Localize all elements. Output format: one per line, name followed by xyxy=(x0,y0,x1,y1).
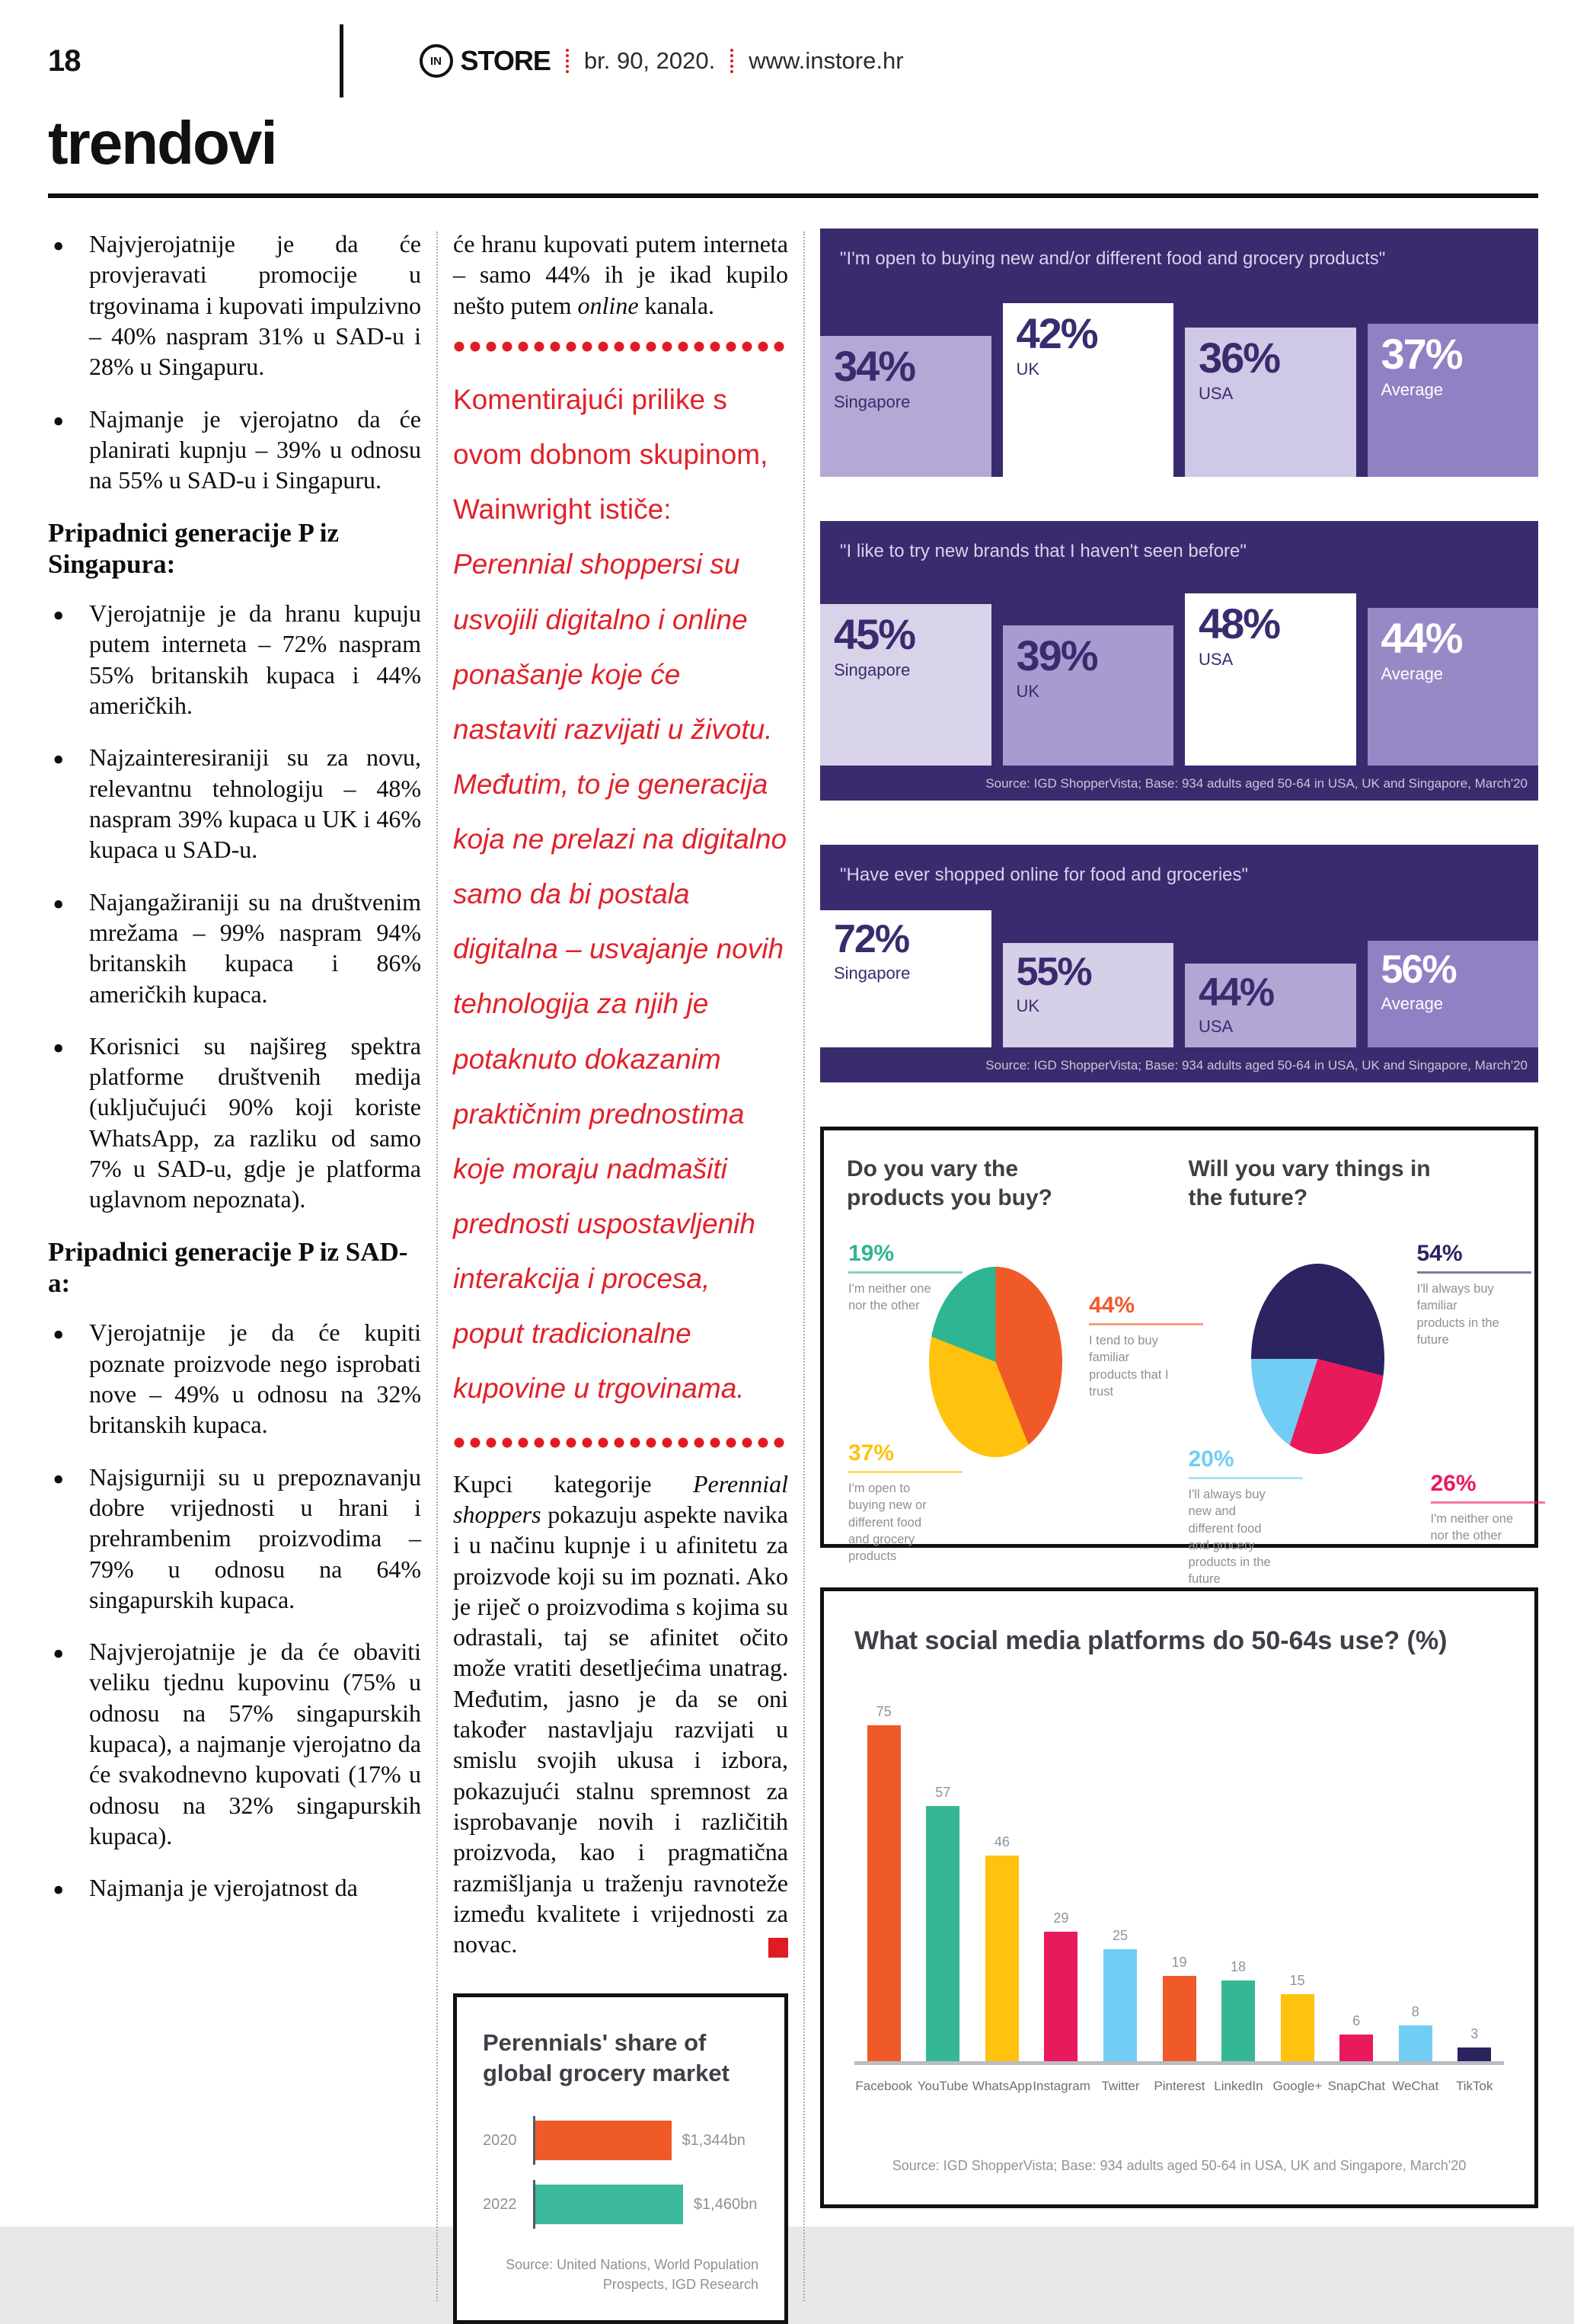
chart-title: Will you vary things in the future? xyxy=(1188,1156,1431,1210)
left-column xyxy=(48,229,421,2324)
bar xyxy=(1399,2025,1432,2061)
slice-percent: 26% xyxy=(1430,1471,1477,1496)
bar-row-2022 xyxy=(483,2180,758,2229)
instore-logo xyxy=(420,44,551,78)
bar-column-Singapore xyxy=(820,903,991,1047)
bar-percent: 56% xyxy=(1381,948,1456,992)
bar xyxy=(1163,1976,1196,2061)
bar xyxy=(1368,941,1539,1047)
bar-percent: 48% xyxy=(1199,599,1280,647)
bar xyxy=(985,1856,1019,2061)
bar-label xyxy=(1016,308,1097,379)
year-label: 2022 xyxy=(483,2195,517,2213)
bar-column-Average xyxy=(1368,286,1539,477)
bar-column-USA xyxy=(1185,286,1356,477)
category-label: Google+ xyxy=(1272,2079,1323,2093)
bullet-item: • Najvjerojatnije je da će obaviti veliku tjednu kupovinu (75% u odnosu na 57% singapurskih kupaca), a najmanje vjerojatno da će svakodnevno kupovati (17% u odnosu na 32% singapurskih kupaca). xyxy=(48,1636,421,1851)
red-dotted-rule xyxy=(453,340,788,353)
bar-column-Google+ xyxy=(1268,1703,1327,2061)
pie-chart xyxy=(1251,1264,1384,1454)
bar-column-UK xyxy=(1003,579,1174,766)
subheading: Pripadnici generacije P iz SAD-a: xyxy=(48,1236,408,1299)
bar-column-UK xyxy=(1003,286,1174,477)
bar-wrap xyxy=(535,2121,758,2160)
pie-figure xyxy=(1188,1220,1517,1587)
bar-label xyxy=(1016,949,1091,1015)
leader-line xyxy=(848,1271,963,1274)
bar-percent: 39% xyxy=(1016,631,1097,680)
masthead-divider xyxy=(340,24,343,97)
body-text-italic: Perennial shoppers xyxy=(453,1469,788,1528)
bar-label xyxy=(1381,613,1462,683)
category-label: WeChat xyxy=(1392,2079,1439,2093)
slice-label: I'll always buy familiar products in the future xyxy=(1416,1282,1499,1347)
chart-bars xyxy=(820,903,1538,1047)
bar xyxy=(926,1806,959,2061)
bar-value: 19 xyxy=(1171,1955,1187,1971)
bar-percent: 37% xyxy=(1381,329,1462,378)
bar-value: 57 xyxy=(935,1785,951,1801)
bar-column-USA xyxy=(1185,903,1356,1047)
pie-slice-callout xyxy=(848,1242,963,1315)
bar-column-USA xyxy=(1185,579,1356,766)
bar-country: USA xyxy=(1199,384,1234,404)
bar-value: 75 xyxy=(876,1704,892,1720)
bar-label xyxy=(834,342,915,412)
store-logotype: STORE xyxy=(460,45,551,76)
bar-value: 25 xyxy=(1112,1928,1128,1944)
bullet-item: • Najvjerojatnije je da će provjeravati promocije u trgovinama i kupovati impulzivno – 40% naspram 31% u SAD-u i 28% u Singapuru. xyxy=(48,229,421,382)
chart-bars xyxy=(483,2116,758,2229)
article-end-square-icon xyxy=(768,1938,788,1958)
section-title: trendovi xyxy=(48,109,276,177)
chart-source: Source: United Nations, World Population Prospects, IGD Research xyxy=(506,2257,758,2293)
body-text: kanala. xyxy=(638,291,715,319)
bar xyxy=(820,336,991,477)
leader-line xyxy=(1189,1477,1303,1479)
bar xyxy=(1003,625,1174,766)
bullet-item: • Vjerojatnije je da će kupiti poznate proizvode nego isprobati nove – 49% u odnosu na 32% britanskih kupaca. xyxy=(48,1317,421,1440)
bar-label xyxy=(1199,599,1280,669)
red-dotted-separator-icon xyxy=(566,49,569,73)
bar-country: Average xyxy=(1381,994,1444,1013)
shopped-online-chart xyxy=(820,845,1538,1082)
bar xyxy=(1457,2047,1491,2061)
bullet-item: • Najzainteresiraniji su za novu, relevantnu tehnologiju – 48% naspram 39% kupaca u UK i 46% kupaca u SAD-u. xyxy=(48,742,421,865)
bar-column-Instagram xyxy=(1032,1703,1091,2061)
bar-percent: 44% xyxy=(1381,613,1462,662)
column-divider xyxy=(436,232,438,2301)
bar-column-WeChat xyxy=(1386,1703,1445,2061)
vary-products-pie-box xyxy=(820,1127,1538,1587)
chart-bars xyxy=(820,579,1538,766)
bar-value: 8 xyxy=(1411,2004,1419,2019)
leader-line xyxy=(1417,1271,1531,1274)
subheading: Pripadnici generacije P iz Singapura: xyxy=(48,517,339,579)
page-number: 18 xyxy=(48,43,81,78)
bar-percent: 34% xyxy=(834,342,915,391)
chart-title: "I like to try new brands that I haven't seen before" xyxy=(840,541,1247,561)
category-label: WhatsApp xyxy=(972,2079,1033,2093)
pie-slice-callout xyxy=(1189,1448,1303,1588)
chart-title: Do you vary the products you buy? xyxy=(847,1156,1052,1210)
bar-label xyxy=(1016,631,1097,702)
body-text: Kupci kategorije xyxy=(453,1469,693,1498)
pie-slice-callout xyxy=(848,1442,963,1565)
website-url: www.instore.hr xyxy=(749,47,904,74)
chart-bars xyxy=(854,1703,1504,2065)
quote-italic: Perennial shoppersi su usvojili digitalno i online ponašanje koje će nastaviti razvijati u životu. Međutim, to je generacija koja ne prelazi na digitalno samo da bi postala digitalna – usvajanje novih tehnologija za njih je potaknuto dokazanim praktičnim prednostima koje moraju nadmašiti prednosti uspostavljenih interakcija i procesa, poput tradicionalne kupovine u trgovinama. xyxy=(453,548,787,1405)
middle-column xyxy=(453,229,788,2324)
bar-value: 46 xyxy=(994,1833,1010,1849)
slice-percent: 54% xyxy=(1416,1241,1463,1266)
bar-column-Facebook xyxy=(854,1703,914,2061)
bar-percent: 55% xyxy=(1016,949,1091,994)
leader-line xyxy=(1089,1323,1203,1325)
slice-label: I'm open to buying new or different food and grocery products xyxy=(848,1482,927,1564)
chart-source: Source: IGD ShopperVista; Base: 934 adults aged 50-64 in USA, UK and Singapore, March'20 xyxy=(985,1058,1528,1072)
bar-row-2020 xyxy=(483,2116,758,2165)
category-label: TikTok xyxy=(1455,2079,1493,2093)
bar-label xyxy=(1199,970,1274,1036)
bar xyxy=(535,2185,683,2224)
bar-country: Average xyxy=(1381,663,1444,683)
article-body xyxy=(0,198,1574,2324)
bullet-item: • Najmanja je vjerojatnost da xyxy=(48,1872,421,1903)
chart-title: What social media platforms do 50-64s use? (%) xyxy=(854,1626,1448,1655)
bar-column-UK xyxy=(1003,903,1174,1047)
pie-slice-callout xyxy=(1431,1472,1545,1545)
bar xyxy=(1368,608,1539,766)
category-label: Facebook xyxy=(855,2079,913,2093)
bar xyxy=(1185,328,1356,477)
bar xyxy=(1044,1932,1078,2061)
slice-percent: 20% xyxy=(1188,1447,1234,1472)
in-logo-icon: IN xyxy=(420,44,453,78)
bar-label xyxy=(1381,329,1462,399)
bar xyxy=(1221,1980,1255,2061)
quote-intro: Komentirajući prilike s ovom dobnom skupinom, Wainwright ističe: xyxy=(453,383,768,526)
leader-line xyxy=(848,1471,963,1473)
category-label: LinkedIn xyxy=(1214,2079,1263,2093)
bar-value: 3 xyxy=(1470,2026,1479,2042)
bullet-item: • Vjerojatnije je da hranu kupuju putem interneta – 72% naspram 55% britanskih kupaca i 44% američkih. xyxy=(48,598,421,721)
bar-column-Twitter xyxy=(1090,1703,1150,2061)
pie-slice-callout xyxy=(1089,1294,1203,1400)
bar-label xyxy=(1381,950,1456,1012)
slice-percent: 19% xyxy=(848,1241,895,1266)
bar-country: UK xyxy=(1016,359,1040,379)
bar-percent: 45% xyxy=(834,609,915,658)
bar xyxy=(1339,2035,1373,2061)
bar xyxy=(1185,593,1356,766)
bar-percent: 72% xyxy=(834,917,909,961)
bar-column-SnapChat xyxy=(1327,1703,1386,2061)
bar-value: $1,344bn xyxy=(682,2131,745,2149)
bar xyxy=(820,604,991,766)
body-text: pokazuju aspekte navika i u načinu kupnje i u afinitetu za proizvode koji su im poznati. Ako je riječ o proizvodima s kojima su odrastali, taj se afinitet očito može vratiti desetljećima unatrag. Međutim, jasno je da se oni također nastavljaju razvijati u smislu svojih ukusa i izbora, pokazujući stalnu spremnost za isprobavanje novih i različitih proizvoda, kao i pragmatična razmišljanja u traženju ravnoteže između kvalitete i vrijednosti za novac. xyxy=(453,1500,788,1958)
body-text-italic: online xyxy=(577,291,639,319)
vary-future-pie xyxy=(1188,1155,1517,1587)
bullet-item: • Najangažiraniji su na društvenim mrežama – 99% naspram 94% britanskih kupaca i 86% američkih kupaca. xyxy=(48,887,421,1009)
category-label: Twitter xyxy=(1101,2079,1140,2093)
bullet-item: • Najsigurniji su u prepoznavanju dobre vrijednosti u hrani i prehrambenim proizvodima – 79% u odnosu na 64% singapurskih kupaca. xyxy=(48,1462,421,1616)
bar-country: Singapore xyxy=(834,660,911,679)
perennials-grocery-chart xyxy=(453,1993,788,2324)
category-label: YouTube xyxy=(917,2079,969,2093)
bar-percent: 36% xyxy=(1199,334,1280,382)
bar xyxy=(1003,943,1174,1048)
bar-country: UK xyxy=(1016,996,1040,1015)
slice-label: I'm neither one nor the other xyxy=(1430,1512,1514,1543)
bar-column-Average xyxy=(1368,903,1539,1047)
open-to-new-products-chart xyxy=(820,229,1538,477)
bar xyxy=(820,910,991,1047)
issue-number: br. 90, 2020. xyxy=(583,47,716,74)
category-label: SnapChat xyxy=(1327,2079,1386,2093)
category-label: Instagram xyxy=(1033,2079,1090,2093)
bar xyxy=(1103,1949,1137,2061)
bar-value: 29 xyxy=(1053,1910,1069,1926)
pull-quote xyxy=(453,372,788,1417)
slice-label: I'm neither one nor the other xyxy=(848,1282,931,1313)
bar-value: 18 xyxy=(1231,1959,1247,1975)
category-label: Pinterest xyxy=(1154,2079,1205,2093)
bar-column-Pinterest xyxy=(1150,1703,1209,2061)
slice-percent: 37% xyxy=(848,1440,895,1466)
bar-label xyxy=(1199,334,1280,404)
leader-line xyxy=(1431,1501,1545,1504)
bar-column-WhatsApp xyxy=(972,1703,1032,2061)
bar-country: Singapore xyxy=(834,964,911,983)
bar xyxy=(1185,964,1356,1047)
bar-track xyxy=(533,2180,758,2229)
pie-figure xyxy=(847,1220,1175,1564)
bar-column-Singapore xyxy=(820,286,991,477)
bar xyxy=(1003,303,1174,477)
chart-category-labels xyxy=(854,2079,1504,2094)
slice-label: I tend to buy familiar products that I trust xyxy=(1089,1334,1169,1399)
try-new-brands-chart xyxy=(820,521,1538,801)
bar-country: UK xyxy=(1016,682,1040,702)
bar-country: Singapore xyxy=(834,392,911,412)
slice-label: I'll always buy new and different food and grocery products in the future xyxy=(1188,1488,1271,1587)
closing-paragraph xyxy=(453,1469,788,1960)
bar-value: 6 xyxy=(1352,2012,1361,2028)
bar-column-LinkedIn xyxy=(1208,1703,1268,2061)
bar-track xyxy=(533,2116,758,2165)
year-label: 2020 xyxy=(483,2131,517,2149)
bar-column-Singapore xyxy=(820,579,991,766)
masthead xyxy=(0,0,1574,96)
slice-percent: 44% xyxy=(1089,1293,1135,1318)
bullet-item: • Korisnici su najšireg spektra platforme društvenih medija (uključujući 90% koji koriste WhatsApp, za razliku od samo 7% u SAD-u, gdje je platforma uglavnom nepoznata). xyxy=(48,1031,421,1215)
social-platforms-chart xyxy=(820,1587,1538,2208)
bar-percent: 42% xyxy=(1016,308,1097,357)
bar-country: USA xyxy=(1199,1017,1234,1036)
continuation-paragraph xyxy=(453,229,788,321)
charts-column xyxy=(820,229,1538,2324)
bar-value: $1,460bn xyxy=(693,2195,758,2213)
bar-value: 15 xyxy=(1289,1972,1305,1988)
bar xyxy=(867,1725,901,2061)
bar-column-Average xyxy=(1368,579,1539,766)
bar xyxy=(535,2121,672,2160)
chart-title: Perennials' share of global grocery market xyxy=(483,2028,730,2086)
chart-source: Source: IGD ShopperVista; Base: 934 adults aged 50-64 in USA, UK and Singapore, March'20 xyxy=(892,2158,1467,2173)
vary-now-pie xyxy=(847,1155,1175,1564)
bar-label xyxy=(834,609,915,679)
pie-slice-callout xyxy=(1417,1242,1531,1348)
bar xyxy=(1281,1994,1314,2061)
chart-title: "Have ever shopped online for food and groceries" xyxy=(840,865,1249,885)
body-text: će hranu kupovati putem interneta – samo 44% ih je ikad kupilo nešto putem xyxy=(453,230,788,319)
chart-title: "I'm open to buying new and/or different food and grocery products" xyxy=(840,248,1386,269)
column-divider xyxy=(803,232,805,2301)
bar-country: Average xyxy=(1381,379,1444,399)
bullet-item: • Najmanje je vjerojatno da će planirati kupnju – 39% u odnosu na 55% u SAD-u i Singapuru. xyxy=(48,404,421,496)
red-dotted-rule xyxy=(453,1437,788,1449)
bar-country: USA xyxy=(1199,649,1234,669)
chart-source: Source: IGD ShopperVista; Base: 934 adults aged 50-64 in USA, UK and Singapore, March'20 xyxy=(985,776,1528,791)
bar-wrap xyxy=(535,2185,758,2224)
bar xyxy=(1368,324,1539,477)
bar-column-TikTok xyxy=(1445,1703,1504,2061)
red-dotted-separator-icon xyxy=(730,49,733,73)
bar-label xyxy=(834,919,910,982)
bar-percent: 44% xyxy=(1199,970,1274,1015)
bar-column-YouTube xyxy=(914,1703,973,2061)
chart-bars xyxy=(820,286,1538,477)
